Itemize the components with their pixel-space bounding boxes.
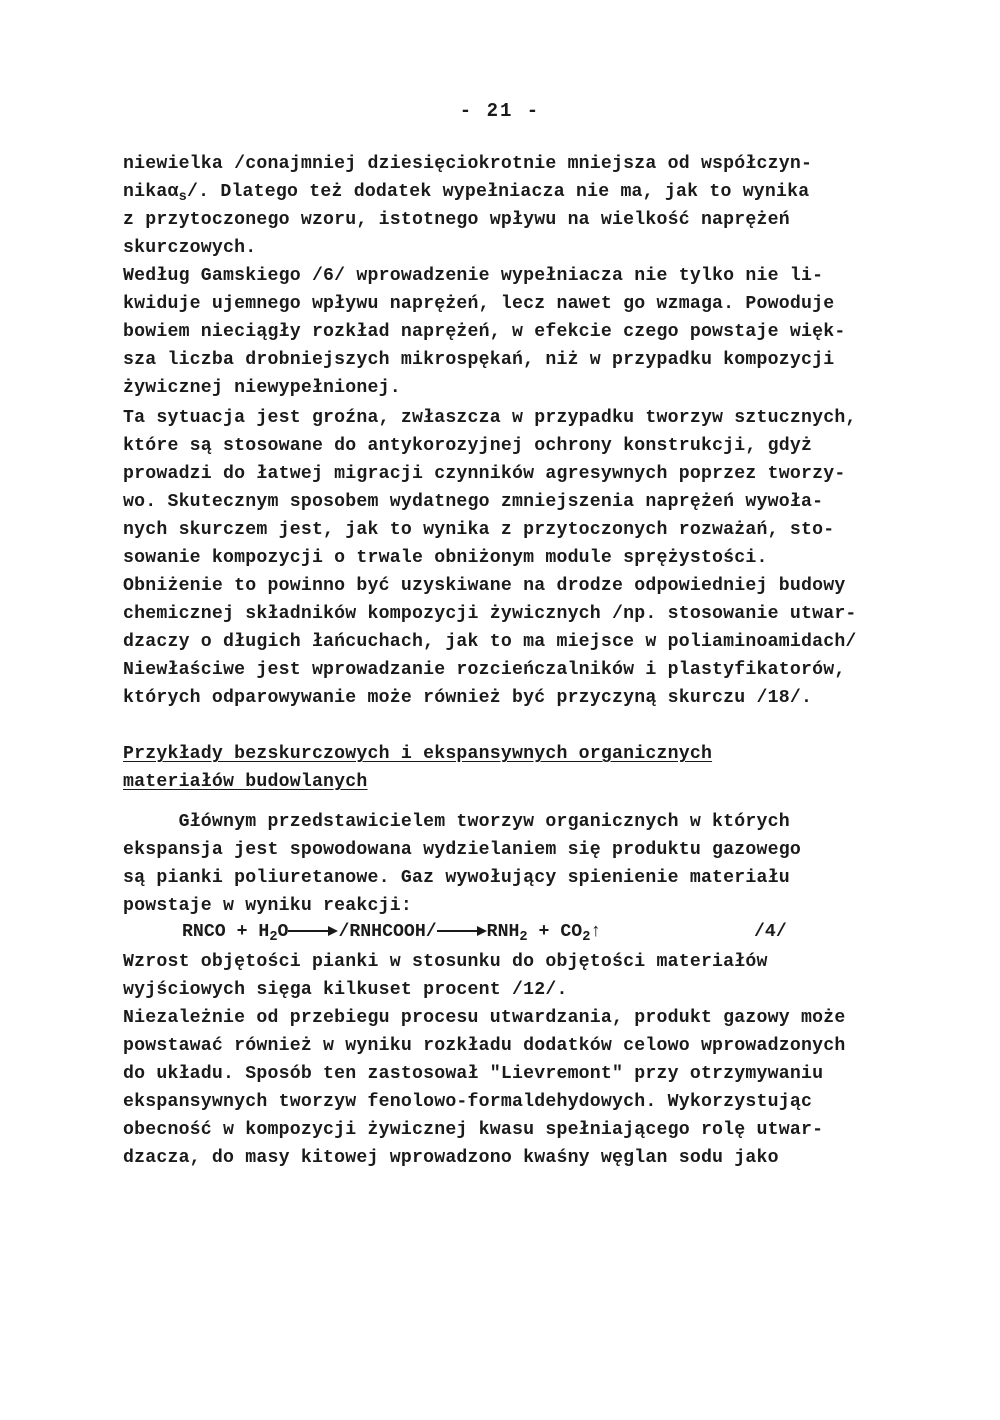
subscript: 2 [269,930,278,945]
text-line: ekspansja jest spowodowana wydzielaniem się produktu gazowego [123,840,801,860]
text-line: sza liczba drobniejszych mikrospękań, niż w przypadku kompozycji [123,350,835,370]
text-line: Wzrost objętości pianki w stosunku do objętości materiałów [123,952,768,972]
text-line: Ta sytuacja jest groźna, zwłaszcza w przypadku tworzyw sztucznych, [123,408,857,428]
page-number: - 21 - [459,100,541,122]
text-fragment: /. Dlatego też dodatek wypełniacza nie ma, jak to wynika [186,182,810,202]
text-line: bowiem nieciągły rozkład naprężeń, w efekcie czego powstaje więk- [123,322,846,342]
text-line: skurczowych. [123,238,257,258]
eq-reactant-end: O [277,922,289,942]
eq-reactant: RNCO + H [182,922,270,942]
text-line: są pianki poliuretanowe. Gaz wywołujący spienienie materiału [123,868,790,888]
reaction-arrow-icon [288,925,338,937]
text-line: dzacza, do masy kitowej wprowadzono kwaśny węglan sodu jako [123,1148,779,1168]
text-line: dzaczy o długich łańcuchach, jak to ma miejsce w poliaminoamidach/ [123,632,857,652]
text-line: żywicznej niewypełnionej. [123,378,401,398]
text-line: których odparowywanie może również być przyczyną skurczu /18/. [123,688,813,708]
subscript: 2 [582,930,591,945]
text-line: do układu. Sposób ten zastosował "Lievremont" przy otrzymywaniu [123,1064,824,1084]
text-line: sowanie kompozycji o trwale obniżonym module sprężystości. [123,548,768,568]
text-line: Obniżenie to powinno być uzyskiwane na drodze odpowiedniej budowy [123,576,846,596]
text-line: obecność w kompozycji żywicznej kwasu spełniającego rolę utwar- [123,1120,824,1140]
text-line: powstawać również w wyniku rozkładu dodatków celowo wprowadzonych [123,1036,846,1056]
text-line: Głównym przedstawicielem tworzyw organicznych w których [123,812,790,832]
section-heading: materiałów budowlanych [123,772,368,792]
text-line: kwiduje ujemnego wpływu naprężeń, lecz nawet go wzmaga. Powoduje [123,294,835,314]
text-line: z przytoczonego wzoru, istotnego wpływu na wielkość naprężeń [123,210,790,230]
text-line: niewielka /conajmniej dziesięciokrotnie mniejsza od współczyn- [123,154,813,174]
text-line: które są stosowane do antykorozyjnej ochrony konstrukcji, gdyż [123,436,813,456]
eq-plus: + CO [527,922,583,942]
text-line: prowadzi do łatwej migracji czynników agresywnych poprzez tworzy- [123,464,846,484]
text-line: wyjściowych sięga kilkuset procent /12/. [123,980,568,1000]
text-line: Niezależnie od przebiegu procesu utwardzania, produkt gazowy może [123,1008,846,1028]
reaction-arrow-icon [437,925,487,937]
text-fragment: nika [123,182,168,202]
equation-number: /4/ [754,922,787,942]
text-line: chemicznej składników kompozycji żywicznych /np. stosowanie utwar- [123,604,857,624]
text-line: powstaje w wyniku reakcji: [123,896,412,916]
subscript: s [178,190,187,205]
text-line: Według Gamskiego /6/ wprowadzenie wypełniacza nie tylko nie li- [123,266,824,286]
subscript: 2 [519,930,528,945]
text-line [123,182,809,205]
gas-arrow-icon: ↑ [590,922,602,942]
eq-intermediate: /RNHCOOH/ [338,922,437,942]
text-line: Niewłaściwe jest wprowadzanie rozcieńczalników i plastyfikatorów, [123,660,846,680]
text-line: ekspansywnych tworzyw fenolowo-formaldehydowych. Wykorzystując [123,1092,813,1112]
text-line: wo. Skutecznym sposobem wydatnego zmniejszenia naprężeń wywoła- [123,492,824,512]
alpha-symbol: α [167,182,179,202]
reaction-equation [182,922,787,945]
text-line: nych skurczem jest, jak to wynika z przytoczonych rozważań, sto- [123,520,835,540]
section-heading: Przykłady bezskurczowych i ekspansywnych organicznych [123,744,713,764]
eq-product: RNH [486,922,520,942]
